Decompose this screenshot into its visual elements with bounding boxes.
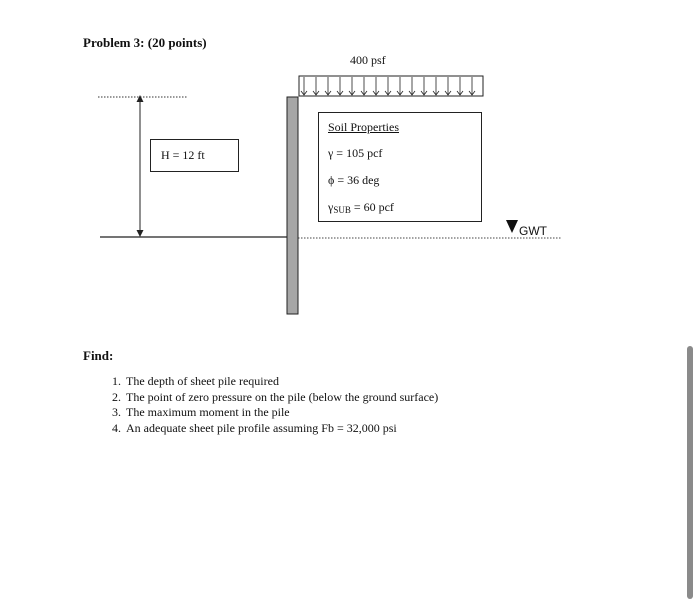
sub-weight-value: = 60 pcf	[350, 200, 394, 214]
unit-weight: γ = 105 pcf	[328, 146, 383, 160]
soil-properties-heading: Soil Properties	[328, 120, 399, 134]
find-list	[100, 374, 438, 436]
height-arrow-top	[137, 95, 144, 102]
submerged-unit-weight	[328, 194, 481, 224]
find-heading: Find:	[83, 348, 114, 363]
surcharge-label: 400 psf	[350, 53, 386, 67]
sheet-pile	[287, 97, 298, 314]
height-arrow-bottom	[137, 230, 144, 237]
vertical-scrollbar[interactable]	[687, 346, 693, 599]
sub-weight-subscript: SUB	[333, 205, 351, 215]
find-item: 4. An adequate sheet pile profile assuming Fb = 32,000 psi	[124, 421, 438, 437]
gwt-label: GWT	[519, 224, 547, 238]
find-item: 2. The point of zero pressure on the pile (below the ground surface)	[124, 390, 438, 406]
height-label: H = 12 ft	[161, 148, 205, 162]
friction-angle: ϕ = 36 deg	[328, 173, 380, 187]
problem-title: Problem 3: (20 points)	[83, 35, 207, 50]
gwt-triangle-icon	[506, 220, 518, 233]
height-label-box	[150, 139, 239, 172]
sub-weight-symbol: γ	[328, 200, 334, 214]
soil-properties-box	[318, 112, 482, 222]
find-item: 1. The depth of sheet pile required	[124, 374, 438, 390]
find-item: 3. The maximum moment in the pile	[124, 405, 438, 421]
